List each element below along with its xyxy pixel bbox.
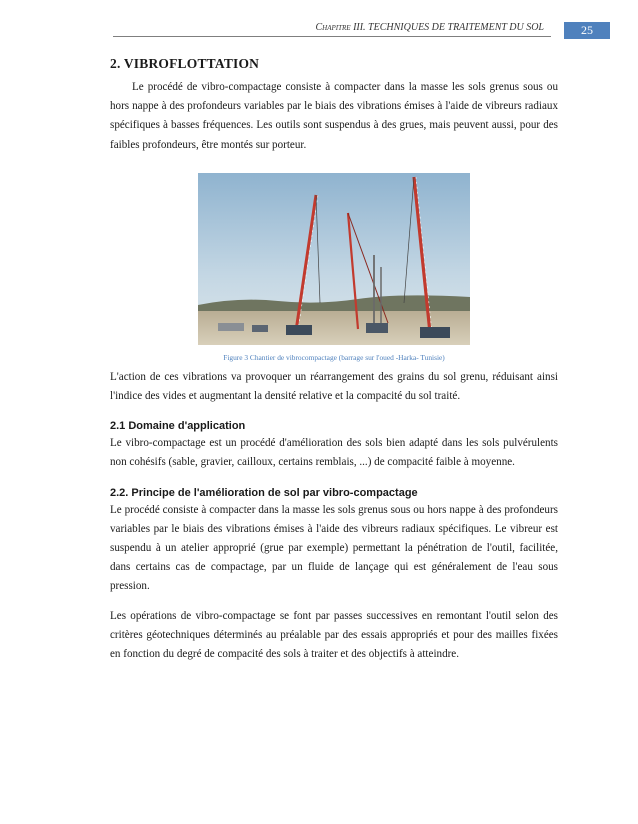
section-title-vibroflottation: 2. VIBROFLOTTATION (110, 56, 260, 71)
section-title-principe: 2.2. Principe de l'amélioration de sol par vibro-compactage (110, 486, 418, 499)
crane-site-photo (198, 173, 470, 345)
section-title-domaine: 2.1 Domaine d'application (110, 420, 246, 433)
figure-3 (110, 173, 558, 362)
figure-caption: Figure 3 Chantier de vibrocompactage (barrage sur l'oued -Harka- Tunisie) (223, 352, 445, 362)
page-header (113, 22, 610, 42)
header-rule (113, 36, 551, 37)
paragraph-operations: Les opérations de vibro-compactage se font par passes successives en remontant l'outil selon des critères géotechniques déterminés au préalable par des essais appropriés et pour des mailles fixées en fonction du degré de compacité des sols à traiter et des objectifs à atteindre. (110, 609, 558, 661)
paragraph-vibration-action: L'action de ces vibrations va provoquer un réarrangement des grains du sol grenu, réduisant ainsi l'indice des vides et augmentant la densité relative et la compacité du sol traité. (110, 370, 558, 403)
page-number: 25 (564, 22, 610, 39)
paragraph-intro: Le procédé de vibro-compactage consiste à compacter dans la masse les sols grenus sous ou hors nappe à des profondeurs variables par le biais des vibrations émises à l'aide de vibreurs radiaux spécifiques à basses fréquences. Les outils sont suspendus à des grues, mais peuvent aussi, pour des faibles profondeurs, être montés sur porteur. (110, 81, 558, 151)
page-body (110, 56, 558, 664)
paragraph-principe: Le procédé consiste à compacter dans la masse les sols grenus sous ou hors nappe à des profondeurs variables par le biais des vibrations émises à l'aide des vibreurs radiaux spécifiques. Le vibreur est suspendu à un atelier approprié (grue par exemple) permettant la pénétration de l'outil, facilitée, dans certains cas de compactage, par un fluide de lançage qui est généralement de l'eau sous pression. (110, 503, 558, 593)
chapter-title: Chapitre III. TECHNIQUES DE TRAITEMENT DU SOL (315, 22, 544, 33)
paragraph-domaine: Le vibro-compactage est un procédé d'amélioration des sols bien adapté dans les sols pulvérulents non cohésifs (sable, gravier, cailloux, certains remblais, ...) de compacité faible à moyenne. (110, 437, 558, 469)
